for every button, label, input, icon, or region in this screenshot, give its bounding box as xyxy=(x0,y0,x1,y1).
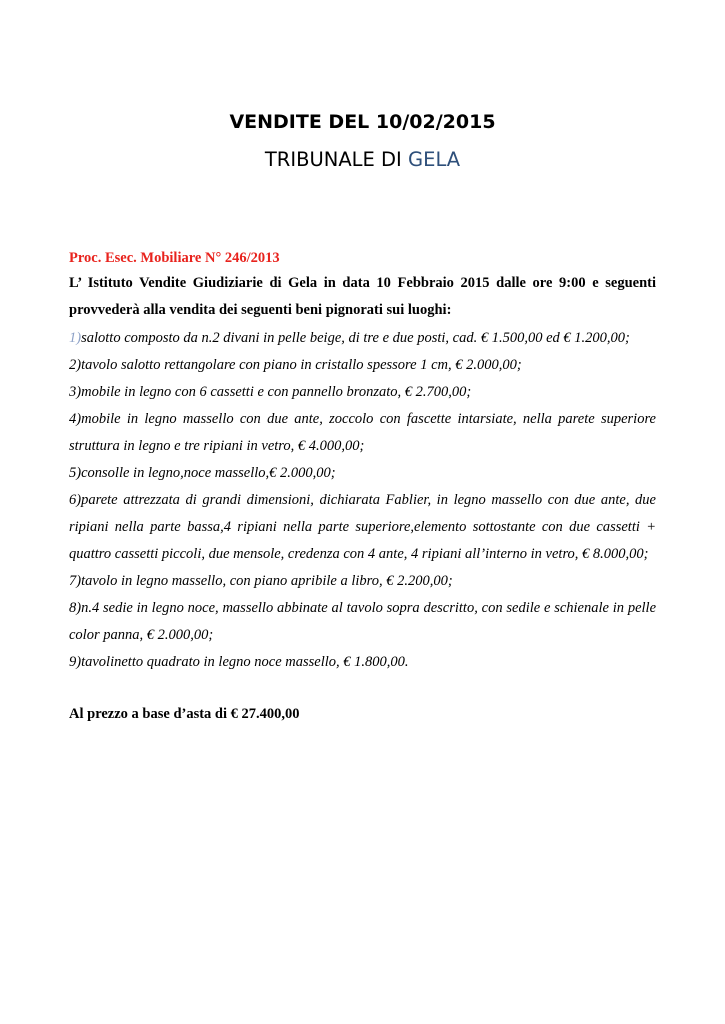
court-title-prefix: TRIBUNALE DI xyxy=(264,148,409,171)
item-text: consolle in legno,noce massello,€ 2.000,00; xyxy=(81,465,336,481)
item-text: tavolinetto quadrato in legno noce massello, € 1.800,00. xyxy=(81,654,409,670)
item-text: mobile in legno con 6 cassetti e con pannello bronzato, € 2.700,00; xyxy=(81,384,472,400)
list-item xyxy=(69,595,656,649)
item-text: tavolo salotto rettangolare con piano in cristallo spessore 1 cm, € 2.000,00; xyxy=(81,357,522,373)
item-number: 3) xyxy=(69,384,82,400)
item-text: n.4 sedie in legno noce, massello abbinate al tavolo sopra descritto, con sedile e schienale in pelle color panna, € 2.000,00; xyxy=(69,600,656,643)
item-text: mobile in legno massello con due ante, zoccolo con fascette intarsiate, nella parete superiore struttura in legno e tre ripiani in vetro, € 4.000,00; xyxy=(69,411,656,454)
list-item xyxy=(69,649,656,676)
intro-paragraph: L’ Istituto Vendite Giudiziarie di Gela in data 10 Febbraio 2015 dalle ore 9:00 e seguenti provvederà alla vendita dei seguenti beni pignorati sui luoghi: xyxy=(69,275,656,318)
court-title xyxy=(0,148,725,171)
item-list xyxy=(69,325,656,676)
base-price: Al prezzo a base d’asta di € 27.400,00 xyxy=(69,706,300,722)
page-title: VENDITE DEL 10/02/2015 xyxy=(229,111,496,133)
item-text: tavolo in legno massello, con piano apribile a libro, € 2.200,00; xyxy=(81,573,453,589)
list-item xyxy=(69,352,656,379)
item-number: 7) xyxy=(69,573,82,589)
list-item xyxy=(69,487,656,568)
item-text: parete attrezzata di grandi dimensioni, dichiarata Fablier, in legno massello con due ante, due ripiani nella parte bassa,4 ripiani nella parte superiore,elemento sottostante con due cassetti + quattro cassetti piccoli, due mensole, credenza con 4 ante, 4 ripiani all’interno in vetro, € 8.000,00; xyxy=(69,492,656,562)
item-number: 4) xyxy=(69,411,82,427)
list-item xyxy=(69,568,656,595)
item-text: salotto composto da n.2 divani in pelle beige, di tre e due posti, cad. € 1.500,00 ed € 1.200,00; xyxy=(81,330,630,346)
list-item xyxy=(69,379,656,406)
item-number: 8) xyxy=(69,600,82,616)
item-number: 1) xyxy=(69,330,82,346)
procedure-number: Proc. Esec. Mobiliare N° 246/2013 xyxy=(69,250,280,266)
item-number: 5) xyxy=(69,465,82,481)
court-city: GELA xyxy=(408,148,461,171)
list-item xyxy=(69,406,656,460)
list-item xyxy=(69,460,656,487)
item-number: 6) xyxy=(69,492,82,508)
document-body xyxy=(69,247,656,725)
item-number: 9) xyxy=(69,654,82,670)
item-number: 2) xyxy=(69,357,82,373)
list-item xyxy=(69,325,656,352)
